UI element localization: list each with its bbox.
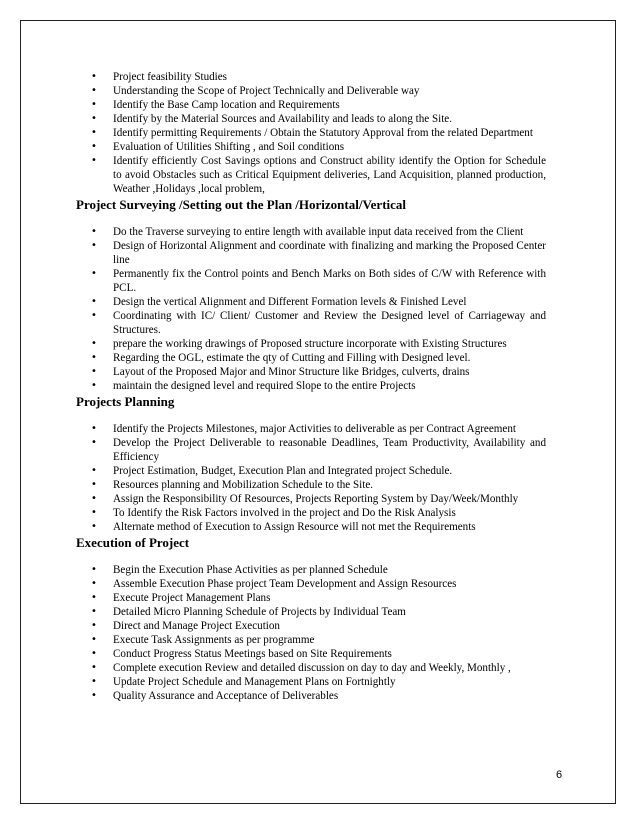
list-item: • Regarding the OGL, estimate the qty of Cutting and Filling with Designed level.: [76, 351, 546, 365]
list-item: • Develop the Project Deliverable to reasonable Deadlines, Team Productivity, Availability and Efficiency: [76, 436, 546, 464]
section-bullet-list: [76, 563, 546, 703]
list-item: • Identify by the Material Sources and Availability and leads to along the Site.: [76, 112, 546, 126]
list-item: • Identify the Base Camp location and Requirements: [76, 98, 546, 112]
intro-bullet-list: [76, 70, 546, 196]
list-item: • Assemble Execution Phase project Team Development and Assign Resources: [76, 577, 546, 591]
list-item: • Permanently fix the Control points and Bench Marks on Both sides of C/W with Reference with PCL.: [76, 267, 546, 295]
list-item: • Project Estimation, Budget, Execution Plan and Integrated project Schedule.: [76, 464, 546, 478]
list-item: • To Identify the Risk Factors involved in the project and Do the Risk Analysis: [76, 506, 546, 520]
section-bullet-list: [76, 225, 546, 393]
list-item: • Quality Assurance and Acceptance of Deliverables: [76, 689, 546, 703]
list-item: • Assign the Responsibility Of Resources, Projects Reporting System by Day/Week/Monthly: [76, 492, 546, 506]
list-item: • Conduct Progress Status Meetings based on Site Requirements: [76, 647, 546, 661]
list-item: • Design of Horizontal Alignment and coordinate with finalizing and marking the Proposed Center line: [76, 239, 546, 267]
list-item: • Identify the Projects Milestones, major Activities to deliverable as per Contract Agreement: [76, 422, 546, 436]
list-item: • Understanding the Scope of Project Technically and Deliverable way: [76, 84, 546, 98]
list-item: • Do the Traverse surveying to entire length with available input data received from the Client: [76, 225, 546, 239]
list-item: • Identify permitting Requirements / Obtain the Statutory Approval from the related Department: [76, 126, 546, 140]
list-item: • Detailed Micro Planning Schedule of Projects by Individual Team: [76, 605, 546, 619]
list-item: • prepare the working drawings of Proposed structure incorporate with Existing Structures: [76, 337, 546, 351]
list-item: • Complete execution Review and detailed discussion on day to day and Weekly, Monthly ,: [76, 661, 546, 675]
list-item: • Project feasibility Studies: [76, 70, 546, 84]
list-item: • Evaluation of Utilities Shifting , and Soil conditions: [76, 140, 546, 154]
list-item: • Execute Project Management Plans: [76, 591, 546, 605]
list-item: • Identify efficiently Cost Savings options and Construct ability identify the Option for Schedule to avoid Obstacles such as Critical Equipment deliveries, Land Acquisition, planned production, Weather ,Holidays ,local problem,: [76, 154, 546, 196]
list-item: • Resources planning and Mobilization Schedule to the Site.: [76, 478, 546, 492]
list-item: • Execute Task Assignments as per programme: [76, 633, 546, 647]
list-item: • Update Project Schedule and Management Plans on Fortnightly: [76, 675, 546, 689]
list-item: • Design the vertical Alignment and Different Formation levels & Finished Level: [76, 295, 546, 309]
list-item: • Alternate method of Execution to Assign Resource will not met the Requirements: [76, 520, 546, 534]
page-number: 6: [556, 769, 563, 781]
list-item: • maintain the designed level and required Slope to the entire Projects: [76, 379, 546, 393]
section-heading: Projects Planning: [76, 394, 175, 409]
sections-container: [76, 197, 546, 703]
document-body: [76, 70, 546, 703]
section: [76, 197, 546, 393]
section-heading: Project Surveying /Setting out the Plan /Horizontal/Vertical: [76, 197, 407, 212]
section-bullet-list: [76, 422, 546, 534]
list-item: • Begin the Execution Phase Activities as per planned Schedule: [76, 563, 546, 577]
list-item: • Direct and Manage Project Execution: [76, 619, 546, 633]
section: [76, 535, 546, 703]
list-item: • Layout of the Proposed Major and Minor Structure like Bridges, culverts, drains: [76, 365, 546, 379]
section-heading: Execution of Project: [76, 535, 190, 550]
list-item: • Coordinating with IC/ Client/ Customer and Review the Designed level of Carriageway and Structures.: [76, 309, 546, 337]
section: [76, 394, 546, 534]
